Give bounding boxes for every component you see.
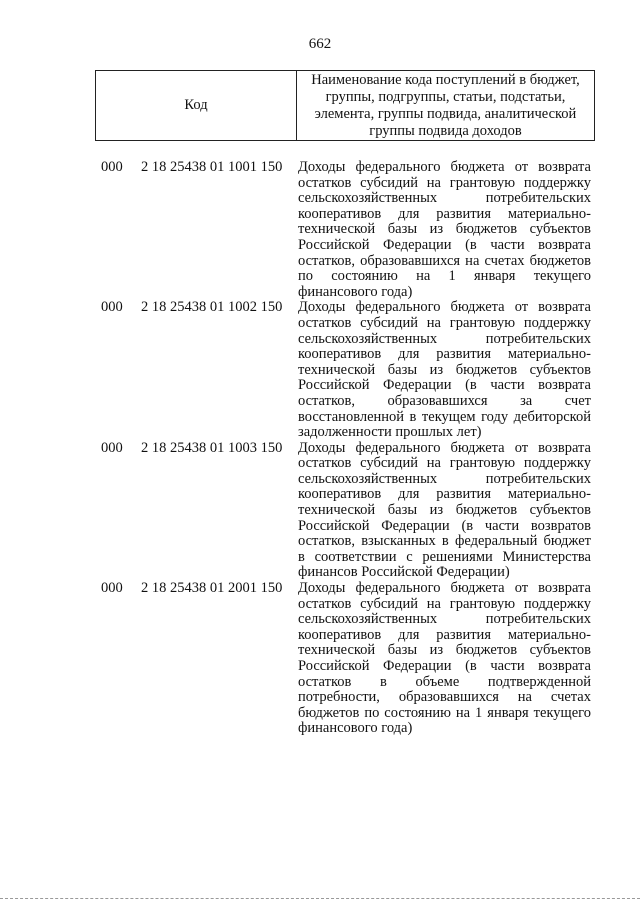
description-line: остатков, взысканных в федеральный бюджет	[298, 533, 591, 550]
revenue-code-cell: 2 18 25438 01 1003 150	[141, 439, 283, 456]
description-line: остатков субсидий на грантовую поддержку	[298, 314, 591, 331]
admin-code-cell: 000	[101, 580, 123, 597]
header-line: элемента, группы подвида, аналитической	[314, 105, 577, 122]
admin-code-cell: 000	[101, 299, 123, 316]
description-line: Российской Федерации (в части возврата	[298, 658, 591, 674]
description-line: остатков, образовавшихся за счет	[298, 392, 591, 409]
description-line: кооперативов для развития материально-	[298, 626, 591, 643]
description-line: Доходы федерального бюджета от возврата	[298, 299, 591, 316]
description-line: технической базы из бюджетов субъектов	[298, 221, 591, 238]
description-line: Российской Федерации (в части возвратов	[298, 517, 591, 534]
table-row	[101, 581, 591, 737]
description-line: Российской Федерации (в части возврата	[298, 236, 591, 253]
admin-code-cell: 000	[101, 159, 123, 175]
description-line: остатков, образовавшихся на счетах бюджетов	[298, 252, 591, 269]
name-column-header	[297, 71, 594, 140]
description-line: Доходы федерального бюджета от возврата	[298, 159, 591, 175]
page-bottom-edge	[0, 898, 640, 899]
description-line: кооперативов для развития материально-	[298, 486, 591, 503]
description-line: технической базы из бюджетов субъектов	[298, 361, 591, 378]
description-cell	[298, 581, 591, 737]
description-line: остатков в объеме подтвержденной	[298, 673, 591, 690]
description-line: остатков субсидий на грантовую поддержку	[298, 174, 591, 191]
name-column-header-text	[311, 72, 580, 140]
description-line: финансов Российской Федерации)	[298, 564, 510, 581]
revenue-code-cell: 2 18 25438 01 1001 150	[141, 159, 283, 175]
code-column-header: Код	[96, 71, 297, 140]
admin-code-cell: 000	[101, 439, 123, 456]
table-row	[101, 300, 591, 440]
revenue-code-cell: 2 18 25438 01 1002 150	[141, 299, 283, 316]
description-line: восстановленной в текущем году дебиторской	[298, 408, 591, 425]
description-line: остатков субсидий на грантовую поддержку	[298, 455, 591, 472]
header-line: группы подвида доходов	[369, 122, 522, 139]
revenue-code-cell: 2 18 25438 01 2001 150	[141, 580, 283, 597]
description-line: Доходы федерального бюджета от возврата	[298, 439, 591, 456]
description-line: сельскохозяйственных потребительских	[298, 190, 591, 207]
description-line: остатков субсидий на грантовую поддержку	[298, 595, 591, 612]
table-header	[95, 70, 595, 141]
description-line: сельскохозяйственных потребительских	[298, 611, 591, 628]
description-line: Российской Федерации (в части возврата	[298, 377, 591, 394]
description-line: технической базы из бюджетов субъектов	[298, 642, 591, 659]
description-line: в соответствии с решениями Министерства	[298, 548, 591, 565]
table-body	[101, 160, 591, 737]
description-line: кооперативов для развития материально-	[298, 205, 591, 222]
description-line: финансового года)	[298, 720, 413, 737]
table-row	[101, 160, 591, 300]
page-number: 662	[308, 36, 332, 52]
description-line: сельскохозяйственных потребительских	[298, 470, 591, 487]
description-line: кооперативов для развития материально-	[298, 346, 591, 363]
header-line: группы, подгруппы, статьи, подстатьи,	[325, 88, 566, 105]
table-row	[101, 441, 591, 581]
header-line: Наименование кода поступлений в бюджет,	[311, 71, 580, 88]
description-line: бюджетов по состоянию на 1 января текущего	[298, 704, 591, 721]
description-line: потребности, образовавшихся на счетах	[298, 689, 591, 706]
description-line: Доходы федерального бюджета от возврата	[298, 580, 591, 597]
description-line: финансового года)	[298, 283, 413, 300]
description-cell	[298, 160, 591, 300]
description-cell	[298, 441, 591, 581]
description-line: технической базы из бюджетов субъектов	[298, 502, 591, 519]
description-cell	[298, 300, 591, 440]
description-line: задолженности прошлых лет)	[298, 424, 482, 441]
description-line: по состоянию на 1 января текущего	[298, 268, 591, 285]
description-line: сельскохозяйственных потребительских	[298, 330, 591, 347]
